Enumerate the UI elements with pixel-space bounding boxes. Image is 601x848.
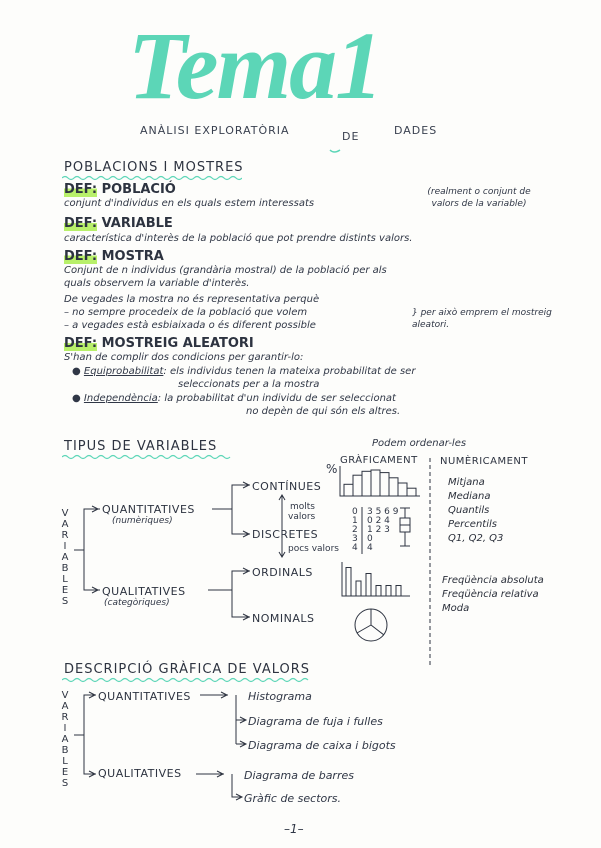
vertical-letter: A (61, 519, 69, 530)
vertical-letter: R (61, 712, 69, 723)
bar-chart-bar (396, 586, 401, 597)
valors-label: valors (288, 512, 316, 522)
qualitatives-label: QUALITATIVES (102, 585, 186, 598)
vertical-letter: S (61, 778, 69, 789)
section-heading-poblacions: POBLACIONS I MOSTRES (64, 160, 244, 175)
vertical-letter: V (61, 690, 69, 701)
vertical-letter: A (61, 552, 69, 563)
def-tag: DEF: (64, 336, 98, 351)
stem-value: 0 (352, 507, 358, 517)
numeric-measure: Moda (442, 603, 470, 614)
pocs-valors-label: pocs valors (288, 544, 339, 554)
bar-chart-bar (366, 574, 371, 597)
histogram-bar (398, 483, 407, 496)
page-number: –1– (284, 822, 304, 836)
bar-chart-bar (356, 581, 361, 596)
numeric-measure: Q1, Q2, Q3 (448, 533, 504, 544)
bullet-equiprobabilitat: ● Equiprobabilitat: els individus tenen la mateixa probabilitat de ser (72, 366, 416, 377)
continues-label: CONTÍNUES (252, 480, 322, 493)
bar-chart-bar (376, 586, 381, 597)
numeric-measure: Mitjana (448, 477, 485, 488)
def-term: MOSTRA (101, 249, 164, 264)
bullet-text: : la probabilitat d'un individu de ser seleccionat (157, 393, 396, 404)
vertical-letter: A (61, 734, 69, 745)
vertical-letter: L (62, 756, 68, 767)
subtitle-left: ANÀLISI EXPLORATÒRIA (140, 124, 290, 137)
histogram-bar (362, 471, 371, 496)
note-line1: De vegades la mostra no és representativa perquè (64, 294, 320, 305)
histogram-bar (389, 478, 398, 496)
def-mostra-line2: quals observem la variable d'interès. (64, 278, 250, 289)
vertical-letter: S (61, 596, 69, 607)
vertical-letter: L (62, 574, 68, 585)
graph-fulla-tija: Diagrama de fuja i fulles (248, 715, 383, 728)
vertical-letter: R (61, 530, 69, 541)
nominals-label: NOMINALS (252, 612, 315, 625)
subtitle-right: DADES (394, 124, 438, 137)
leaf-values: 1 2 3 (367, 525, 390, 535)
bullet-equiprobabilitat-cont: seleccionats per a la mostra (178, 379, 320, 390)
def-poblacio-text: conjunt d'individus en els quals estem interessats (64, 198, 315, 209)
bar-chart-bar (346, 568, 351, 597)
histogram-bar (353, 475, 362, 496)
graph-caixa-bigots: Diagrama de caixa i bigots (248, 739, 396, 752)
vertical-letter: B (61, 745, 69, 756)
vertical-letter: B (61, 563, 69, 574)
def-term: VARIABLE (101, 216, 173, 231)
note-line2: – no sempre procedeix de la població que volem (64, 307, 308, 318)
def-tag: DEF: (64, 249, 98, 264)
bullet-independencia-cont: no depèn de qui són els altres. (246, 406, 401, 417)
def-tag: DEF: (64, 182, 98, 197)
def-poblacio-aside: (realment o conjunt de valors de la variable) (427, 187, 531, 209)
histogram-bar (344, 484, 353, 496)
leaf-values: 0 (367, 534, 373, 544)
stem-value: 2 (352, 525, 358, 535)
bullet-label: Equiprobabilitat (83, 366, 164, 377)
numeric-measure: Mediana (448, 491, 491, 502)
bar-chart-bar (386, 586, 391, 597)
def-term: MOSTREIG ALEATORI (101, 336, 254, 351)
graph-histograma: Histograma (248, 690, 312, 703)
mostreig-intro: S'han de complir dos condicions per garantir-lo: (64, 352, 304, 363)
vertical-letter: I (63, 723, 67, 734)
bullet-label: Independència (83, 393, 158, 404)
numeric-measure: Quantils (448, 505, 490, 516)
bullet-text: : els individus tenen la mateixa probabilitat de ser (163, 366, 416, 377)
histogram-bar (371, 470, 380, 496)
molts-label: molts (290, 502, 315, 512)
subtitle-de: DE (342, 130, 360, 143)
numeric-measure: Freqüència relativa (442, 589, 539, 600)
note-line3: – a vegades està esbiaixada o és diferent possible (64, 320, 316, 331)
vertical-letter: I (63, 541, 67, 552)
histogram-bar (407, 488, 416, 496)
def-variable-text: característica d'interès de la població que pot prendre distints valors. (64, 233, 413, 244)
stem-value: 1 (352, 516, 358, 526)
leaf-values: 0 2 4 (367, 516, 390, 526)
def-tag: DEF: (64, 216, 98, 231)
discretes-label: DISCRETES (252, 528, 319, 541)
section-heading-tipus: TIPUS DE VARIABLES (64, 439, 218, 454)
stem-value: 4 (352, 543, 358, 553)
quantitatives-label: QUANTITATIVES (102, 503, 195, 516)
leaf-values: 4 (367, 543, 373, 553)
desc-qualitatives: QUALITATIVES (98, 767, 182, 780)
section-heading-descripcio: DESCRIPCIÓ GRÀFICA DE VALORS (64, 662, 311, 677)
stem-value: 3 (352, 534, 358, 544)
ordinals-label: ORDINALS (252, 566, 313, 579)
col-grafica: GRÀFICAMENT (340, 455, 418, 466)
vertical-letter: V (61, 508, 69, 519)
podem-ordenar: Podem ordenar-les (372, 438, 467, 449)
page-title: Tema1 (128, 12, 382, 119)
def-term: POBLACIÓ (101, 182, 176, 197)
percent-sign: % (326, 462, 338, 476)
vertical-letter: A (61, 701, 69, 712)
note-aside: } per això emprem el mostreig aleatori. (412, 308, 552, 330)
numeric-measure: Freqüència absoluta (442, 575, 544, 586)
desc-quantitatives: QUANTITATIVES (98, 690, 191, 703)
quantitatives-sub: (numèriques) (112, 516, 173, 526)
leaf-values: 3 5 6 9 (367, 507, 399, 517)
numeric-measure: Percentils (448, 519, 497, 530)
graph-barres: Diagrama de barres (244, 769, 354, 782)
vertical-letter: E (61, 767, 69, 778)
def-mostra-line1: Conjunt de n individus (grandària mostral) de la població per als (64, 265, 387, 276)
col-numerica: NUMÈRICAMENT (440, 456, 529, 467)
vertical-letter: E (61, 585, 69, 596)
histogram-bar (380, 473, 389, 496)
bullet-independencia: ● Independència: la probabilitat d'un individu de ser seleccionat (72, 393, 396, 404)
qualitatives-sub: (categòriques) (104, 598, 170, 608)
graph-sectors: Gràfic de sectors. (244, 792, 342, 805)
